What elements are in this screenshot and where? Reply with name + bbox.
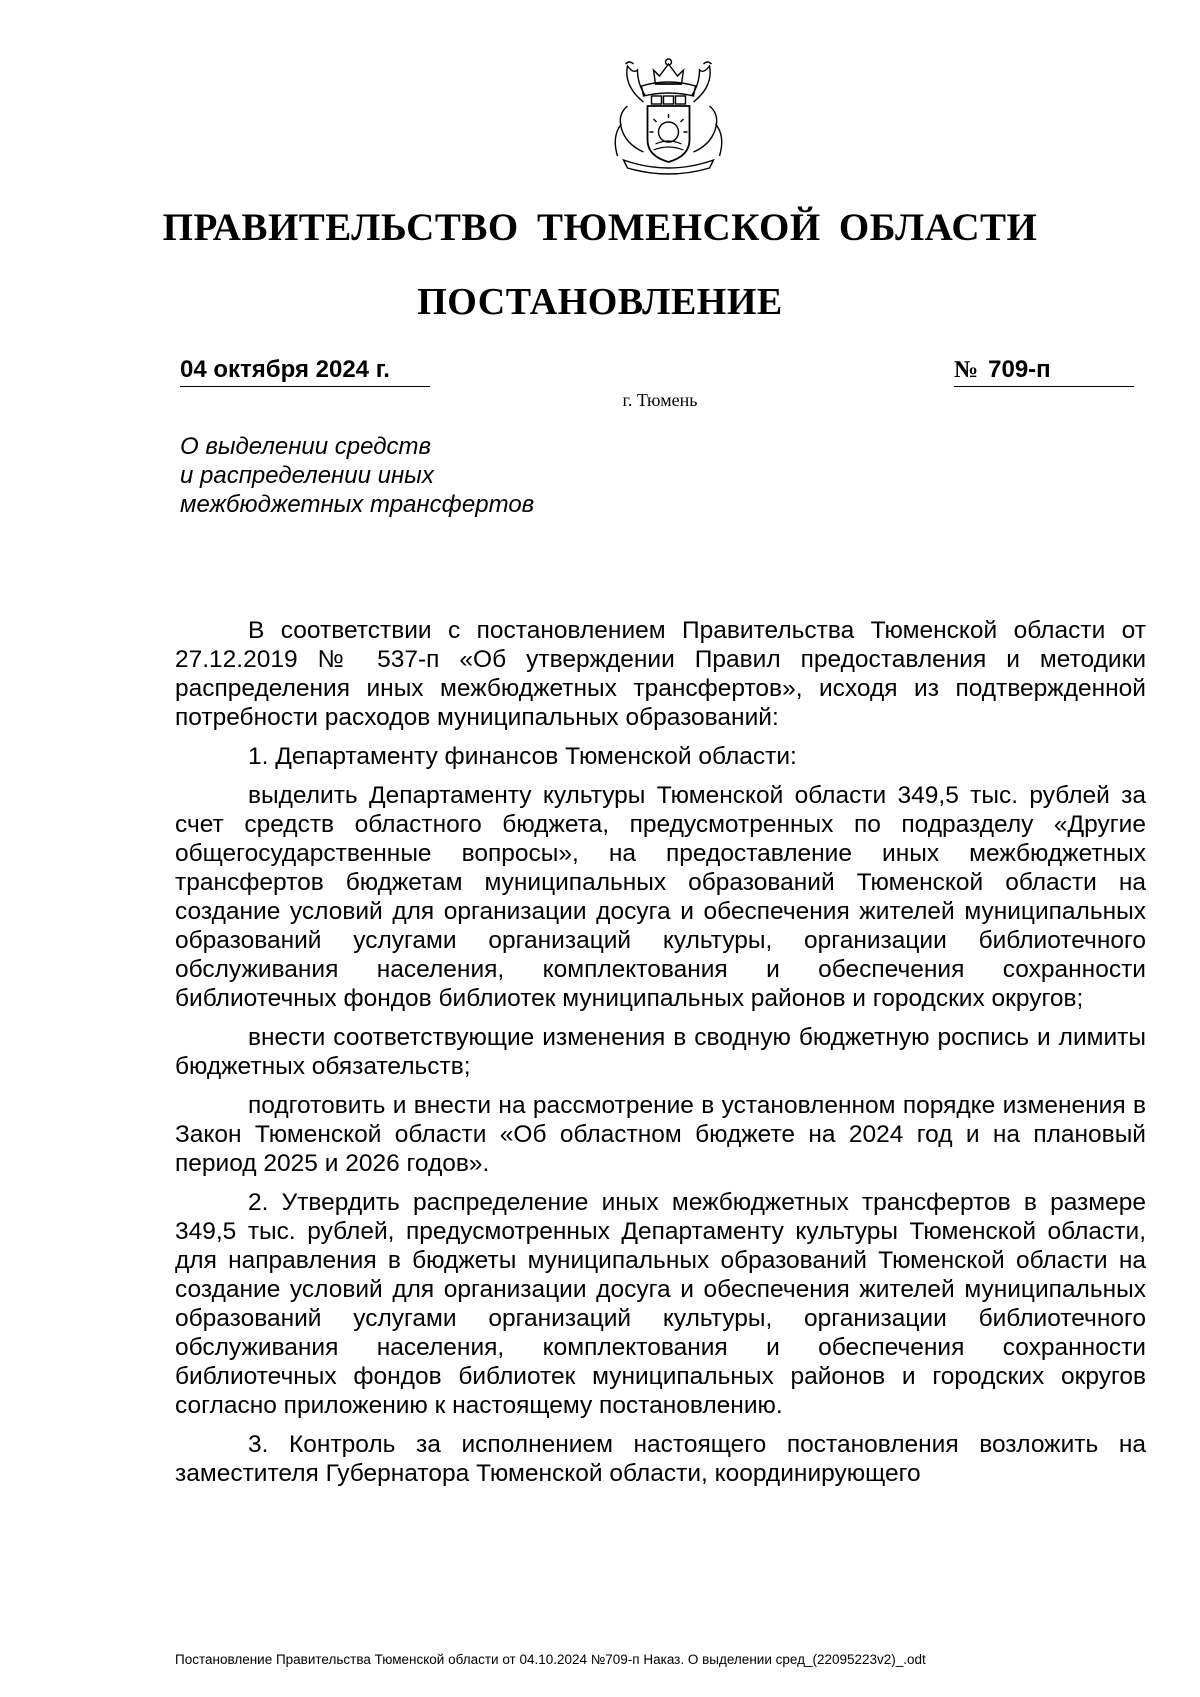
document-number-field	[954, 356, 1134, 387]
subject-line: межбюджетных трансфертов	[180, 491, 535, 518]
body-paragraph: 1. Департаменту финансов Тюменской области:	[248, 743, 797, 770]
body-paragraph: 3. Контроль за исполнением настоящего постановления возложить на заместителя Губернатора Тюменской области, координирующего	[175, 1431, 1146, 1487]
body-paragraph: 2. Утвердить распределение иных межбюджетных трансфертов в размере 349,5 тыс. рублей, предусмотренных Департаменту культуры Тюменской области, для направления в бюджеты муниципальных образований Тюменской области на создание условий для организации досуга и обеспечения жителей муниципальных образований услугами организаций культуры, организации библиотечного обслуживания населения, комплектования и обеспечения сохранности библиотечных фондов библиотек муниципальных районов и городских округов согласно приложению к настоящему постановлению.	[175, 1189, 1146, 1419]
subject-line: О выделении средств	[180, 433, 432, 460]
document-body	[175, 616, 1146, 1498]
subject-line: и распределении иных	[180, 462, 434, 489]
document-subject	[180, 432, 620, 519]
body-paragraph: внести соответствующие изменения в сводную бюджетную роспись и лимиты бюджетных обязательств;	[175, 1024, 1146, 1080]
page-footer: Постановление Правительства Тюменской области от 04.10.2024 №709-п Наказ. О выделении сред_(22095223v2)_.odt	[175, 1652, 926, 1667]
number-sign: №	[954, 357, 979, 383]
issue-city: г. Тюмень	[622, 390, 698, 410]
body-paragraph: выделить Департаменту культуры Тюменской области 349,5 тыс. рублей за счет средств областного бюджета, предусмотренных по подразделу «Другие общегосударственные вопросы», на предоставление иных межбюджетных трансфертов бюджетам муниципальных образований Тюменской области на создание условий для организации досуга и обеспечения жителей муниципальных образований услугами организаций культуры, организации библиотечного обслуживания населения, комплектования и обеспечения сохранности библиотечных фондов библиотек муниципальных районов и городских округов;	[175, 782, 1146, 1012]
body-paragraph: подготовить и внести на рассмотрение в установленном порядке изменения в Закон Тюменской области «Об областном бюджете на 2024 год и на плановый период 2025 и 2026 годов».	[175, 1092, 1146, 1177]
body-paragraph: В соответствии с постановлением Правительства Тюменской области от 27.12.2019 № 537-п «Об утверждении Правил предоставления и методики распределения иных межбюджетных трансфертов», исходя из подтвержденной потребности расходов муниципальных образований:	[175, 617, 1146, 731]
organization-title: ПРАВИТЕЛЬСТВО ТЮМЕНСКОЙ ОБЛАСТИ	[162, 206, 1038, 249]
document-number: 709-п	[988, 356, 1051, 383]
tyumen-oblast-coat-of-arms-icon	[593, 56, 744, 176]
document-type-heading: ПОСТАНОВЛЕНИЕ	[417, 281, 783, 323]
document-date: 04 октября 2024 г.	[180, 356, 430, 387]
